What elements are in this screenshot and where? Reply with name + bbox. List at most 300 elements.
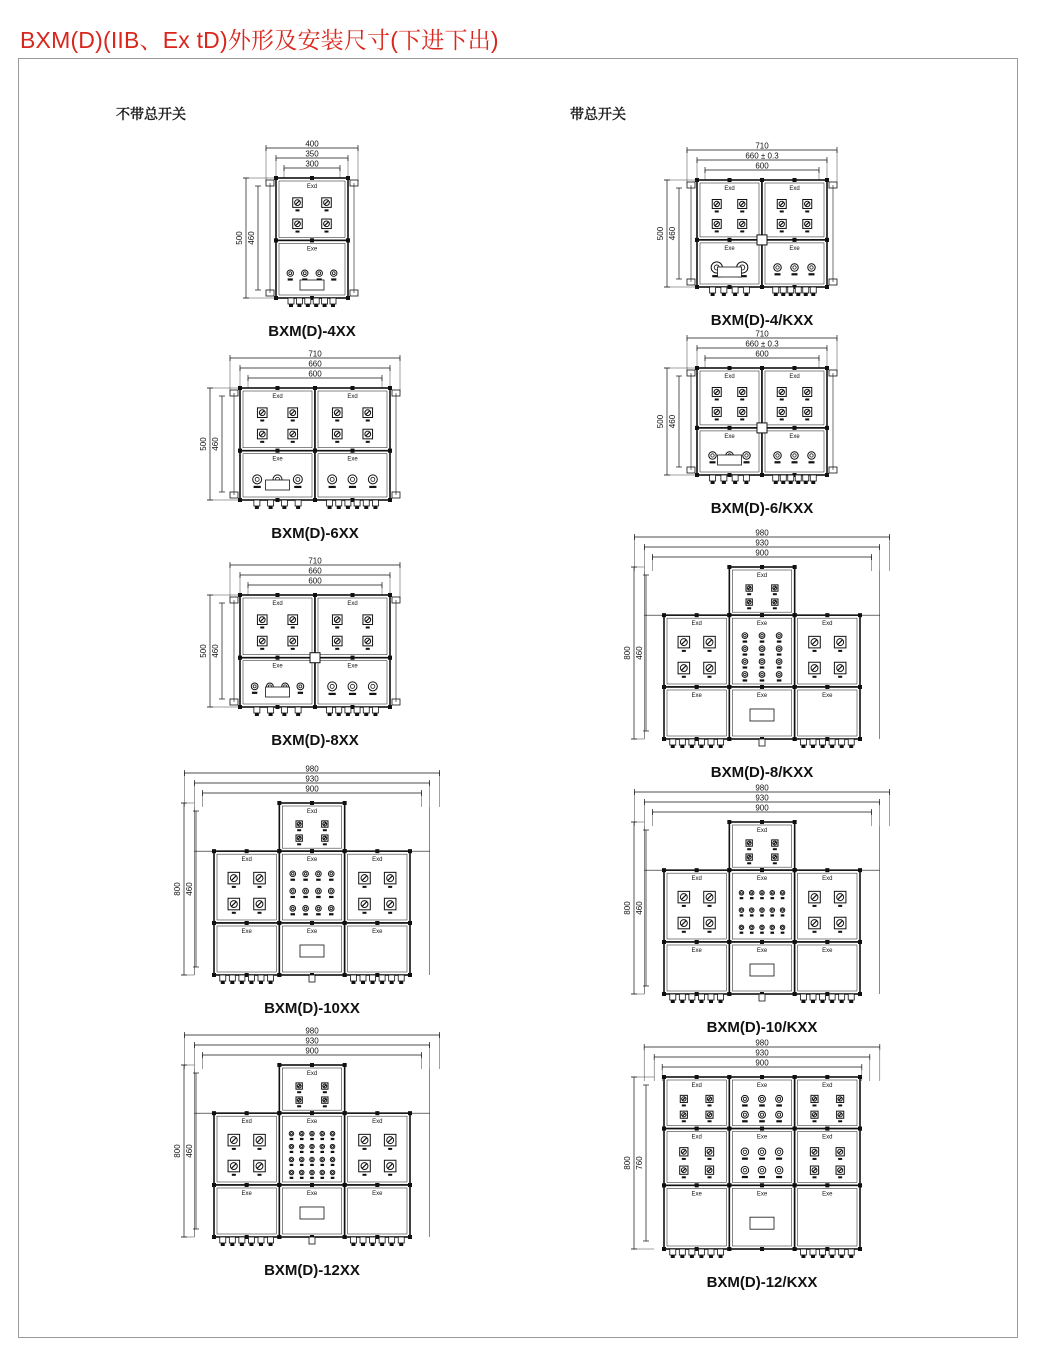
model-label: BXM(D)-6/KXX: [710, 500, 814, 517]
switch-tag: [708, 905, 712, 907]
cable-gland-nut: [355, 713, 359, 716]
height-dimension-2: 460: [211, 644, 220, 658]
switch-tag: [708, 1158, 712, 1160]
indicator-lamp-tag: [290, 1138, 294, 1140]
indicator-lamp-icon: [741, 1148, 749, 1156]
indicator-lamp-icon: [739, 891, 744, 896]
cable-gland: [313, 298, 319, 304]
indicator-lamp-icon: [749, 891, 754, 896]
cable-gland: [810, 475, 816, 481]
indicator-lamp-tag: [290, 1151, 294, 1153]
width-dimension-3: 600: [755, 161, 769, 171]
cable-gland-nut: [323, 304, 327, 307]
switch-tag: [388, 912, 392, 914]
cable-gland: [360, 1237, 366, 1243]
switch-tag: [323, 1091, 327, 1093]
indicator-lamp-tag: [329, 913, 334, 915]
cable-gland-nut: [789, 293, 793, 296]
switch-tag: [297, 843, 301, 845]
enclosure-bolt: [346, 176, 350, 180]
cable-gland: [322, 298, 328, 304]
exd-label: Exd: [306, 184, 318, 190]
switch-tag: [708, 1176, 712, 1178]
cable-gland: [710, 287, 716, 293]
switch-tag: [740, 398, 744, 400]
indicator-lamp-icon: [742, 659, 748, 665]
indicator-lamp-icon: [330, 1170, 335, 1175]
enclosure-bolt: [351, 656, 355, 660]
enclosure-bolt: [727, 685, 731, 689]
exd-label: Exd: [822, 876, 833, 883]
cable-gland-nut: [399, 1243, 403, 1246]
enclosure-bolt: [343, 801, 347, 805]
cable-gland-nut: [671, 1255, 675, 1258]
page-title: BXM(D)(IIB、Ex tD)外形及安装尺寸(下进下出): [20, 27, 499, 53]
switch-tag: [805, 418, 809, 420]
indicator-lamp-tag: [310, 1151, 314, 1153]
cable-gland-nut: [711, 481, 715, 484]
switch-tag: [715, 210, 719, 212]
cable-gland-nut: [255, 506, 259, 509]
exe-label: Exe: [691, 947, 702, 954]
switch-tag: [740, 230, 744, 232]
cable-gland: [820, 1249, 826, 1255]
enclosure-bolt: [245, 1111, 249, 1115]
width-dimension-3: 300: [305, 159, 319, 169]
enclosure-bolt: [760, 565, 764, 569]
enclosure-bolt: [825, 366, 829, 370]
indicator-lamp-tag: [776, 1104, 782, 1106]
indicator-lamp-icon: [770, 891, 775, 896]
indicator-lamp-icon: [289, 1170, 294, 1175]
enclosure-bolt: [695, 285, 699, 289]
indicator-lamp-tag: [781, 914, 785, 916]
switch-tag: [838, 1120, 842, 1122]
cable-gland-nut: [811, 481, 815, 484]
exe-label: Exe: [756, 692, 768, 699]
cable-gland: [268, 500, 274, 506]
indicator-lamp-icon: [780, 925, 785, 930]
enclosure-bolt: [343, 1063, 347, 1067]
switch-tag: [708, 676, 712, 678]
exd-label: Exd: [789, 186, 800, 192]
indicator-lamp-tag: [760, 679, 765, 681]
enclosure-bolt: [695, 868, 699, 872]
enclosure-bolt: [310, 238, 314, 242]
nameplate: [718, 267, 742, 277]
cable-gland: [350, 1237, 356, 1243]
indicator-lamp-icon: [776, 1095, 783, 1102]
height-dimension-1: 500: [656, 414, 665, 429]
drawing-d3: [199, 557, 400, 750]
cable-gland-nut: [680, 745, 684, 748]
indicator-lamp-tag: [331, 1164, 335, 1166]
switch-tag: [232, 1174, 236, 1176]
cable-gland-nut: [230, 981, 234, 984]
cable-gland-nut: [361, 981, 365, 984]
indicator-lamp-icon: [330, 1157, 335, 1162]
cable-gland: [800, 739, 806, 745]
cable-gland: [759, 994, 765, 1001]
switch-tag: [682, 931, 686, 933]
cable-gland: [810, 287, 816, 293]
enclosure-bolt: [793, 685, 797, 689]
indicator-lamp-tag: [288, 278, 293, 280]
exe-label: Exe: [724, 433, 735, 440]
indicator-lamp-tag: [320, 1151, 324, 1153]
exe-label: Exe: [306, 1119, 318, 1126]
enclosure-bolt: [793, 613, 797, 617]
nameplate: [300, 280, 324, 290]
width-dimension-1: 400: [305, 139, 319, 149]
cable-gland-nut: [269, 506, 273, 509]
cable-gland: [258, 1237, 264, 1243]
cable-gland: [708, 994, 714, 1000]
indicator-lamp-tag: [740, 932, 744, 934]
exe-label: Exe: [241, 1190, 252, 1197]
width-dimension-1: 980: [305, 764, 319, 774]
indicator-lamp-icon: [776, 633, 782, 639]
cable-gland: [389, 975, 395, 981]
indicator-lamp-icon: [290, 888, 296, 894]
cable-gland-nut: [711, 293, 715, 296]
exd-label: Exd: [691, 1083, 702, 1089]
enclosure-bolt: [760, 1075, 764, 1079]
indicator-lamp-tag: [294, 486, 301, 488]
exd-label: Exd: [822, 1083, 833, 1089]
enclosure-bolt: [727, 1127, 731, 1131]
indicator-lamp-tag: [316, 896, 321, 898]
width-dimension-1: 710: [755, 141, 769, 151]
cable-gland-nut: [719, 1000, 723, 1003]
exd-label: Exd: [241, 1119, 252, 1126]
cable-gland-nut: [373, 713, 377, 716]
exe-label: Exe: [822, 947, 833, 954]
enclosure-bolt: [825, 238, 829, 242]
indicator-lamp-tag: [777, 653, 782, 655]
indicator-lamp-tag: [759, 1120, 765, 1122]
cable-gland: [829, 739, 835, 745]
cable-gland: [848, 1249, 854, 1255]
indicator-lamp-tag: [743, 653, 748, 655]
cable-gland-nut: [671, 1000, 675, 1003]
cable-gland-nut: [269, 981, 273, 984]
cable-gland-nut: [849, 745, 853, 748]
enclosure-bolt: [346, 238, 350, 242]
enclosure-bolt: [346, 296, 350, 300]
cable-gland-nut: [337, 506, 341, 509]
switch-tag: [232, 886, 236, 888]
switch-tag: [747, 862, 751, 864]
indicator-lamp-icon: [759, 646, 765, 652]
indicator-lamp-tag: [750, 932, 754, 934]
enclosure-bolt: [343, 973, 347, 977]
cable-gland-nut: [840, 1255, 844, 1258]
cable-gland: [718, 994, 724, 1000]
enclosure-bolt: [727, 737, 731, 741]
cable-gland-nut: [680, 1000, 684, 1003]
indicator-lamp-icon: [368, 475, 377, 484]
indicator-lamp-tag: [320, 1177, 324, 1179]
cable-gland: [721, 287, 727, 293]
indicator-lamp-icon: [289, 1144, 294, 1149]
width-dimension-2: 930: [755, 793, 769, 803]
enclosure-bolt: [695, 1075, 699, 1079]
switch-tag: [773, 862, 777, 864]
height-dimension-2: 460: [247, 231, 256, 245]
drawing-d4: [173, 765, 440, 1018]
indicator-lamp-tag: [792, 273, 798, 275]
enclosure-bolt: [793, 1183, 797, 1187]
height-dimension-2: 460: [668, 226, 677, 241]
indicator-lamp-tag: [331, 1177, 335, 1179]
cable-gland-nut: [722, 293, 726, 296]
enclosure-bolt: [662, 1075, 666, 1079]
switch-tag: [363, 1174, 367, 1176]
cable-gland: [229, 975, 235, 981]
indicator-lamp-icon: [758, 1148, 766, 1156]
enclosure-bolt: [274, 238, 278, 242]
enclosure-bolt: [662, 1247, 666, 1251]
enclosure-bolt: [310, 801, 314, 805]
indicator-lamp-tag: [316, 913, 321, 915]
indicator-lamp-tag: [369, 486, 376, 488]
enclosure-bolt: [858, 737, 862, 741]
enclosure-bolt: [212, 973, 216, 977]
enclosure-bolt: [388, 449, 392, 453]
cable-gland: [773, 475, 779, 481]
cable-gland-nut: [744, 481, 748, 484]
enclosure-bolt: [695, 940, 699, 944]
switch-tag: [363, 912, 367, 914]
drawing-d6: [656, 142, 837, 330]
exe-label: Exe: [306, 857, 318, 864]
indicator-lamp-icon: [303, 888, 309, 894]
indicator-lamp-tag: [290, 896, 295, 898]
switch-tag: [260, 441, 264, 443]
indicator-lamp-icon: [739, 925, 744, 930]
indicator-lamp-tag: [740, 914, 744, 916]
enclosure-bolt: [728, 285, 732, 289]
cable-gland-nut: [840, 1000, 844, 1003]
width-dimension-2: 350: [305, 149, 319, 159]
cable-gland: [268, 707, 274, 713]
cable-gland: [795, 287, 801, 293]
cable-gland: [248, 975, 254, 981]
indicator-lamp-icon: [316, 270, 322, 276]
enclosure-bolt: [662, 1183, 666, 1187]
indicator-lamp-icon: [776, 646, 782, 652]
indicator-lamp-icon: [310, 1157, 315, 1162]
height-dimension-1: 800: [173, 882, 182, 896]
switch-tag: [747, 607, 751, 609]
exd-label: Exd: [724, 374, 735, 380]
enclosure-bolt: [277, 849, 281, 853]
indicator-lamp-icon: [320, 1157, 325, 1162]
enclosure-bolt: [343, 921, 347, 925]
enclosure-bolt: [276, 498, 280, 502]
enclosure-bolt: [277, 1235, 281, 1239]
cable-gland-nut: [804, 481, 808, 484]
enclosure-bolt: [727, 1183, 731, 1187]
indicator-lamp-tag: [742, 1176, 748, 1178]
column-heading-with-main-switch: 带总开关: [570, 106, 626, 122]
enclosure-bolt: [727, 940, 731, 944]
exd-label: Exd: [691, 1134, 702, 1141]
indicator-lamp-icon: [299, 1170, 304, 1175]
cable-gland: [718, 1249, 724, 1255]
enclosure-bolt: [760, 868, 764, 872]
cable-gland: [829, 1249, 835, 1255]
enclosure-bolt: [212, 921, 216, 925]
indicator-lamp-icon: [302, 270, 308, 276]
cable-gland: [689, 994, 695, 1000]
indicator-lamp-icon: [770, 925, 775, 930]
enclosure-bolt: [310, 921, 314, 925]
exe-label: Exe: [789, 245, 800, 252]
enclosure-bolt: [277, 801, 281, 805]
cable-gland-nut: [297, 304, 301, 307]
cable-gland-nut: [733, 481, 737, 484]
exd-label: Exd: [306, 809, 318, 815]
width-dimension-1: 980: [755, 1038, 769, 1048]
indicator-lamp-tag: [750, 897, 754, 899]
indicator-lamp-tag: [809, 273, 815, 275]
cable-gland-nut: [331, 304, 335, 307]
cable-gland: [698, 994, 704, 1000]
cable-gland-nut: [221, 981, 225, 984]
indicator-lamp-icon: [780, 891, 785, 896]
width-dimension-3: 600: [755, 349, 769, 359]
indicator-lamp-icon: [709, 452, 716, 459]
width-dimension-1: 710: [308, 349, 322, 359]
indicator-lamp-tag: [760, 932, 764, 934]
cable-gland: [732, 475, 738, 481]
switch-tag: [813, 1158, 817, 1160]
enclosure-bolt: [277, 1063, 281, 1067]
cable-gland-nut: [373, 506, 377, 509]
nameplate: [718, 455, 742, 465]
enclosure-bolt: [858, 992, 862, 996]
switch-tag: [708, 650, 712, 652]
height-dimension-2: 460: [635, 901, 644, 915]
enclosure-bolt: [343, 1183, 347, 1187]
height-dimension-2: 460: [668, 414, 677, 429]
enclosure-bolt: [351, 449, 355, 453]
cable-gland: [248, 1237, 254, 1243]
enclosure-bolt: [408, 1183, 412, 1187]
cable-gland-nut: [719, 745, 723, 748]
indicator-lamp-tag: [369, 693, 376, 695]
height-dimension-2: 460: [635, 646, 644, 660]
indicator-lamp-tag: [290, 1164, 294, 1166]
switch-tag: [780, 210, 784, 212]
indicator-lamp-icon: [776, 659, 782, 665]
exe-label: Exe: [789, 433, 800, 440]
indicator-lamp-icon: [310, 1131, 315, 1136]
indicator-lamp-icon: [776, 1111, 783, 1118]
enclosure-bolt: [212, 1183, 216, 1187]
indicator-lamp-icon: [303, 871, 309, 877]
switch-tag: [805, 398, 809, 400]
cable-gland: [780, 475, 786, 481]
cable-gland-nut: [259, 981, 263, 984]
switch-tag: [773, 607, 777, 609]
indicator-lamp-icon: [310, 1170, 315, 1175]
indicator-lamp-tag: [792, 461, 798, 463]
cable-gland-nut: [337, 713, 341, 716]
exe-label: Exe: [306, 246, 318, 253]
indicator-lamp-tag: [777, 679, 782, 681]
exe-label: Exe: [306, 1190, 318, 1197]
exd-label: Exd: [372, 1119, 383, 1126]
enclosure-bolt: [310, 849, 314, 853]
exe-label: Exe: [756, 947, 768, 954]
switch-tag: [335, 626, 339, 628]
cable-gland-nut: [830, 745, 834, 748]
cable-gland-nut: [801, 745, 805, 748]
enclosure-bolt: [238, 593, 242, 597]
exe-label: Exe: [241, 928, 252, 935]
switch-tag: [805, 230, 809, 232]
indicator-lamp-icon: [759, 1095, 766, 1102]
enclosure-bolt: [728, 426, 732, 430]
exd-label: Exd: [272, 601, 283, 607]
width-dimension-2: 660 ± 0.3: [745, 339, 779, 349]
switch-tag: [773, 848, 777, 850]
cable-gland: [360, 975, 366, 981]
enclosure-bolt: [793, 1075, 797, 1079]
switch-tag: [388, 886, 392, 888]
cable-gland-nut: [811, 1255, 815, 1258]
cable-gland: [254, 707, 260, 713]
enclosure-bolt: [245, 921, 249, 925]
enclosure-bolt: [760, 1127, 764, 1131]
switch-tag: [291, 626, 295, 628]
cable-gland: [810, 739, 816, 745]
switch-tag: [780, 418, 784, 420]
width-dimension-3: 600: [308, 369, 322, 379]
cable-gland: [327, 500, 333, 506]
enclosure-bolt: [313, 449, 317, 453]
indicator-lamp-icon: [749, 925, 754, 930]
width-dimension-2: 930: [305, 774, 319, 784]
enclosure-bolt: [351, 386, 355, 390]
indicator-lamp-tag: [316, 879, 321, 881]
cable-gland: [229, 1237, 235, 1243]
cable-gland-nut: [821, 745, 825, 748]
enclosure-bolt: [793, 178, 797, 182]
cable-gland-nut: [709, 1000, 713, 1003]
enclosure-bolt: [276, 386, 280, 390]
cable-gland: [398, 975, 404, 981]
indicator-lamp-tag: [303, 879, 308, 881]
cable-gland-nut: [296, 506, 300, 509]
cable-gland: [829, 994, 835, 1000]
cable-gland: [810, 1249, 816, 1255]
cable-gland: [810, 994, 816, 1000]
switch-tag: [715, 230, 719, 232]
cable-gland-nut: [709, 1255, 713, 1258]
height-dimension-1: 800: [623, 901, 632, 915]
enclosure-bolt: [760, 1247, 764, 1251]
switch-tag: [335, 441, 339, 443]
cable-gland-nut: [328, 506, 332, 509]
switch-tag: [297, 1091, 301, 1093]
model-label: BXM(D)-4/KXX: [710, 312, 814, 329]
indicator-lamp-tag: [770, 914, 774, 916]
cable-gland: [309, 1237, 315, 1244]
